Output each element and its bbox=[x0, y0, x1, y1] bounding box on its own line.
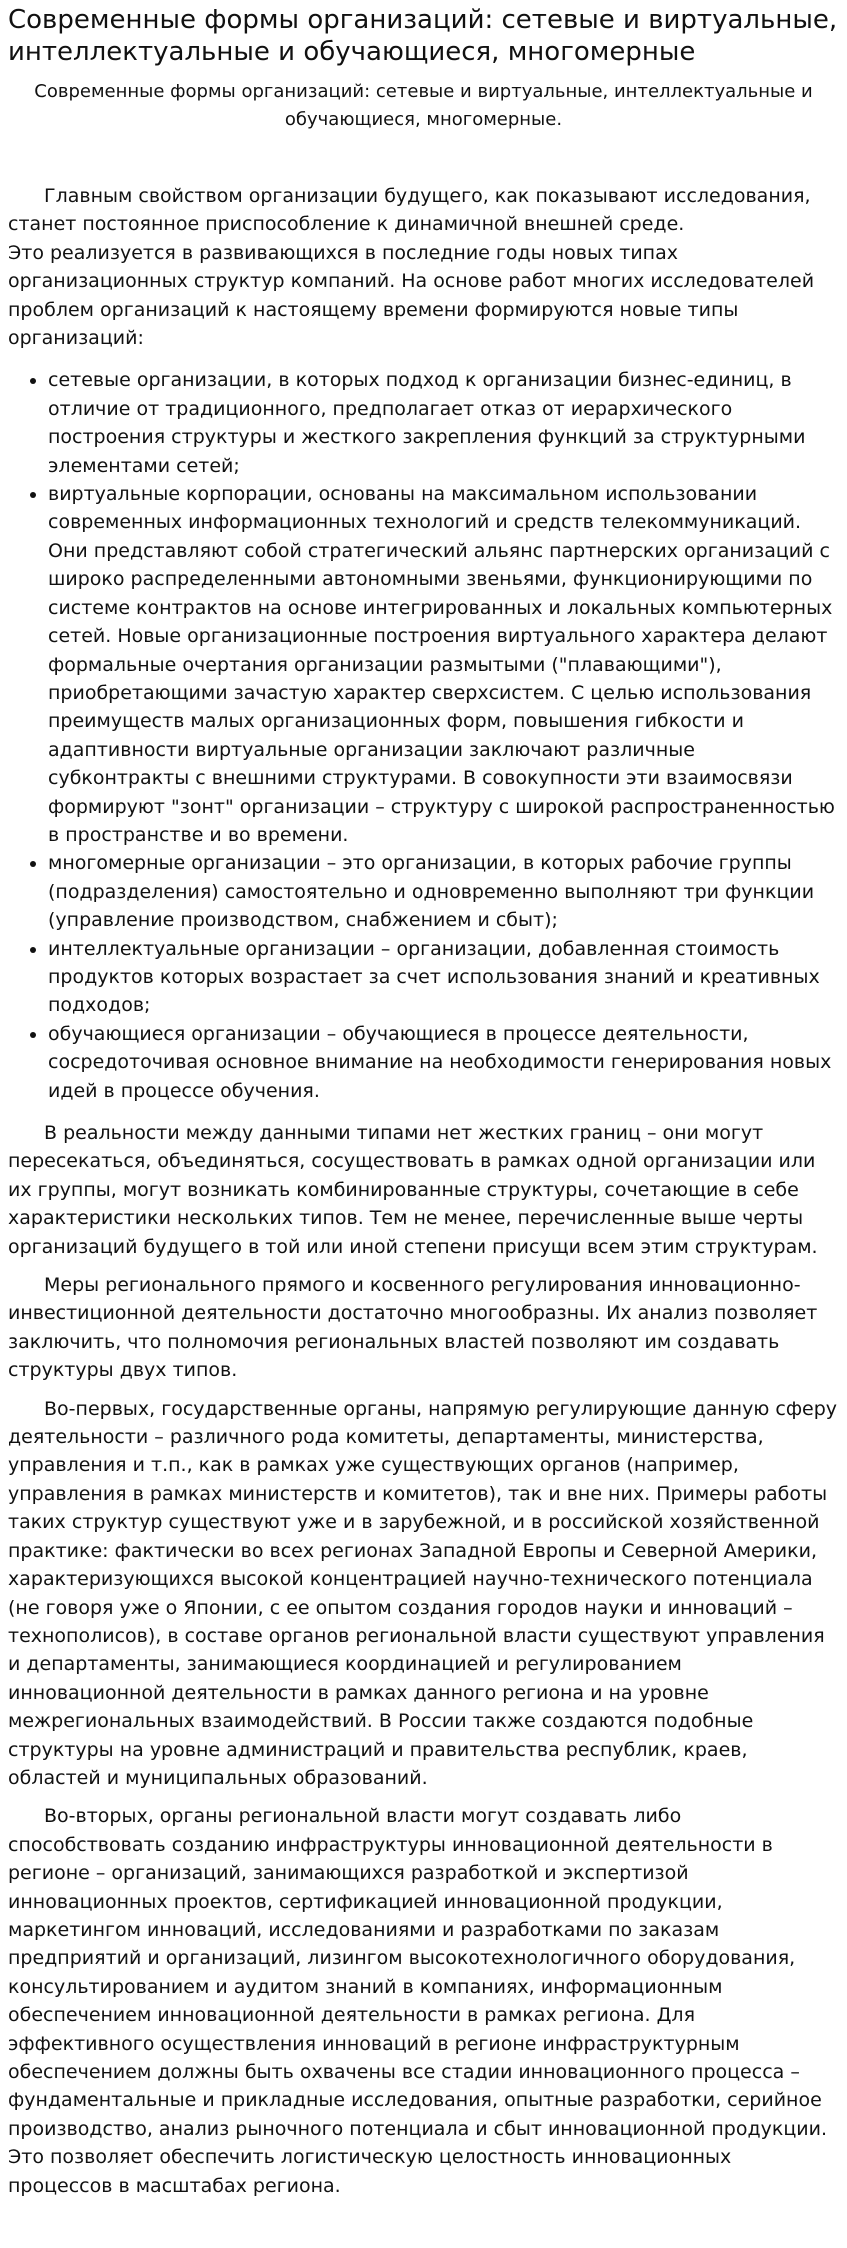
list-item: • интеллектуальные организации – организации, добавленная стоимость продуктов которых возрастает за счет использования знаний и креативных подходов; bbox=[48, 935, 839, 1020]
page-title: Современные формы организаций: сетевые и виртуальные, интеллектуальные и обучающиеся, многомерные bbox=[8, 5, 838, 67]
intro-continuation: Это реализуется в развивающихся в последние годы новых типах организационных структур компаний. На основе работ многих исследователей проблем организаций к настоящему времени формируются новые типы организаций: bbox=[8, 241, 815, 350]
list-item: • виртуальные корпорации, основаны на максимальном использовании современных информационных технологий и средств телекоммуникаций. Они представляют собой стратегический альянс партнерских организаций с широко распределенными автономными звеньями, функционирующими по системе контрактов на основе интегрированных и локальных компьютерных сетей. Новые организационные построения виртуального характера делают формальные очертания организации размытыми ("плавающими"), приобретающими зачастую характер сверхсистем. С целью использования преимуществ малых организационных форм, повышения гибкости и адаптивности виртуальные организации заключают различные субконтракты с внешними структурами. В совокупности эти взаимосвязи формируют "зонт" организации – структуру с широкой распространенностью в пространстве и во времени. bbox=[48, 480, 839, 849]
list-item: • сетевые организации, в которых подход к организации бизнес-единиц, в отличие от традиционного, предполагает отказ от иерархического построения структуры и жесткого закрепления функций за структурными элементами сетей; bbox=[48, 366, 839, 480]
body-paragraph: В реальности между данными типами нет жестких границ – они могут пересекаться, объединяться, сосуществовать в рамках одной организации или их группы, могут возникать комбинированные структуры, сочетающие в себе характеристики нескольких типов. Тем не менее, перечисленные выше черты организаций будущего в той или иной степени присущи всем этим структурам. bbox=[8, 1122, 818, 1258]
body-paragraph: Во-вторых, органы региональной власти могут создавать либо способствовать созданию инфраструктуры инновационной деятельности в регионе – организаций, занимающихся разработкой и экспертизой инновационных проектов, сертификацией инновационной продукции, маркетингом инноваций, исследованиями и разработками по заказам предприятий и организаций, лизингом высокотехнологичного оборудования, консультированием и аудитом знаний в компаниях, информационным обеспечением инновационной деятельности в рамках региона. Для эффективного осуществления инноваций в регионе инфраструктурным обеспечением должны быть охвачены все стадии инновационного процесса – фундаментальные и прикладные исследования, опытные разработки, серийное производство, анализ рыночного потенциала и сбыт инновационной продукции. Это позволяет обеспечить логистическую целостность инновационных процессов в масштабах региона. bbox=[8, 1805, 827, 2197]
organization-types-list bbox=[8, 366, 839, 1105]
body-paragraph: Во-первых, государственные органы, напрямую регулирующие данную сферу деятельности – различного рода комитеты, департаменты, министерства, управления и т.п., как в рамках уже существующих органов (например, управления в рамках министерств и комитетов), так и вне них. Примеры работы таких структур существуют уже и в зарубежной, и в российской хозяйственной практике: фактически во всех регионах Западной Европы и Северной Америки, характеризующихся высокой концентрацией научно-технического потенциала (не говоря уже о Японии, с ее опытом создания городов науки и инноваций – технополисов), в составе органов региональной власти существуют управления и департаменты, занимающиеся координацией и регулированием инновационной деятельности в рамках данного региона и на уровне межрегиональных взаимодействий. В России также создаются подобные структуры на уровне администраций и правительства республик, краев, областей и муниципальных образований. bbox=[8, 1397, 838, 1789]
page-subtitle: Современные формы организаций: сетевые и виртуальные, интеллектуальные и обучающиеся, многомерные. bbox=[34, 81, 813, 130]
list-item: • обучающиеся организации – обучающиеся в процессе деятельности, сосредоточивая основное внимание на необходимости генерирования новых идей в процессе обучения. bbox=[48, 1020, 839, 1105]
intro-paragraph: Главным свойством организации будущего, как показывают исследования, станет постоянное приспособление к динамичной внешней среде. bbox=[8, 185, 811, 236]
list-item: • многомерные организации – это организации, в которых рабочие группы (подразделения) самостоятельно и одновременно выполняют три функции (управление производством, снабжением и сбыт); bbox=[48, 849, 839, 934]
body-paragraph: Меры регионального прямого и косвенного регулирования инновационно-инвестиционной деятельности достаточно многообразны. Их анализ позволяет заключить, что полномочия региональных властей позволяют им создавать структуры двух типов. bbox=[8, 1274, 818, 1382]
